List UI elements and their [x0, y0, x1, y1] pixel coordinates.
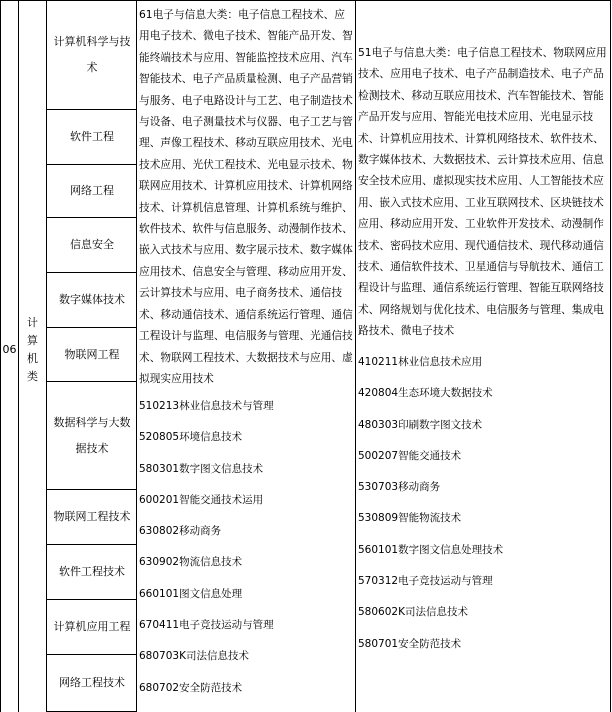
major-cell: 计算机科学与技术	[47, 0, 137, 110]
code-item: 560101数字图文信息处理技术	[358, 543, 504, 556]
major-cell: 数字媒体技术	[47, 273, 137, 328]
code-item: 600201智能交通技术运用	[139, 493, 264, 506]
column-divider	[355, 0, 356, 712]
code-item: 530809智能物流技术	[358, 512, 462, 525]
major-cell: 信息安全	[47, 218, 137, 273]
code-item: 580602K司法信息技术	[358, 606, 468, 619]
category-label: 计算机类	[27, 316, 38, 383]
code-item: 580701安全防范技术	[358, 637, 462, 650]
code-item: 530703移动商务	[358, 481, 441, 494]
major-cell: 软件工程技术	[47, 545, 137, 600]
new-catalog-text: 51电子与信息大类：电子信息工程技术、物联网应用技术、应用电子技术、电子产品制造技术、电子产品检测技术、移动互联应用技术、汽车智能技术、智能产品开发与应用、智能光电技术应用、光电显示技术、计算机应用技术、计算机网络技术、软件技术、数字媒体技术、大数据技术、云计算技术应用、信息安全技术应用、虚拟现实技术应用、人工智能技术应用、嵌入式技术应用、工业互联网技术、区块链技术应用、移动应用开发、工业软件开发技术、动漫制作技术、密码技术应用、现代通信技术、现代移动通信技术、通信软件技术、卫星通信与导航技术、通信工程设计与监理、通信系统运行管理、智能互联网络技术、网络规划与优化技术、电信服务与管理、集成电路技术、微电子技术	[358, 46, 607, 338]
code-item: 500207智能交通技术	[358, 449, 462, 462]
row-index: 06	[2, 343, 17, 356]
major-cell: 物联网工程技术	[47, 490, 137, 545]
code-item: 670411电子竞技运动与管理	[139, 619, 274, 632]
code-item: 660101图文信息处理	[139, 587, 243, 600]
code-item: 680702安全防范技术	[139, 681, 243, 694]
code-item: 480303印刷数字图文技术	[358, 418, 483, 431]
major-cell: 网络工程技术	[47, 655, 137, 712]
code-item: 580301数字图文信息技术	[139, 462, 264, 475]
code-item: 510213林业信息技术与管理	[139, 400, 274, 412]
code-item: 520805环境信息技术	[139, 431, 243, 444]
major-cell: 网络工程	[47, 165, 137, 218]
new-catalog-codes	[358, 352, 503, 665]
code-item: 680703K司法信息技术	[139, 650, 249, 663]
code-item: 630802移动商务	[139, 525, 222, 538]
major-cell: 物联网工程	[47, 328, 137, 382]
column-divider	[610, 0, 611, 712]
code-item: 570312电子竞技运动与管理	[358, 575, 493, 588]
code-item: 420804生态环境大数据技术	[358, 387, 493, 400]
code-item: 410211林业信息技术应用	[358, 356, 483, 368]
major-cell: 数据科学与大数据技术	[47, 382, 137, 490]
major-cell: 软件工程	[47, 110, 137, 165]
old-catalog-text: 61电子与信息大类：电子信息工程技术、应用电子技术、微电子技术、智能产品开发、智能终端技术与应用、智能监控技术应用、汽车智能技术、电子产品质量检测、电子产品营销与服务、电子电路设计与工艺、电子制造技术与设备、电子测量技术与仪器、电子工艺与管理、声像工程技术、移动互联应用技术、光电技术应用、光伏工程技术、光电显示技术、物联网应用技术、计算机应用技术、计算机网络技术、计算机信息管理、计算机系统与维护、软件技术、软件与信息服务、动漫制作技术、嵌入式技术与应用、数字展示技术、数字媒体应用技术、信息安全与管理、移动应用开发、云计算技术与应用、电子商务技术、通信技术、移动通信技术、通信系统运行管理、通信工程设计与监理、电信服务与管理、光通信技术、物联网工程技术、大数据技术与应用、虚拟现实应用技术	[139, 8, 353, 385]
major-cell: 计算机应用工程	[47, 600, 137, 655]
code-item: 630902物流信息技术	[139, 556, 243, 569]
old-catalog-codes	[139, 396, 274, 709]
